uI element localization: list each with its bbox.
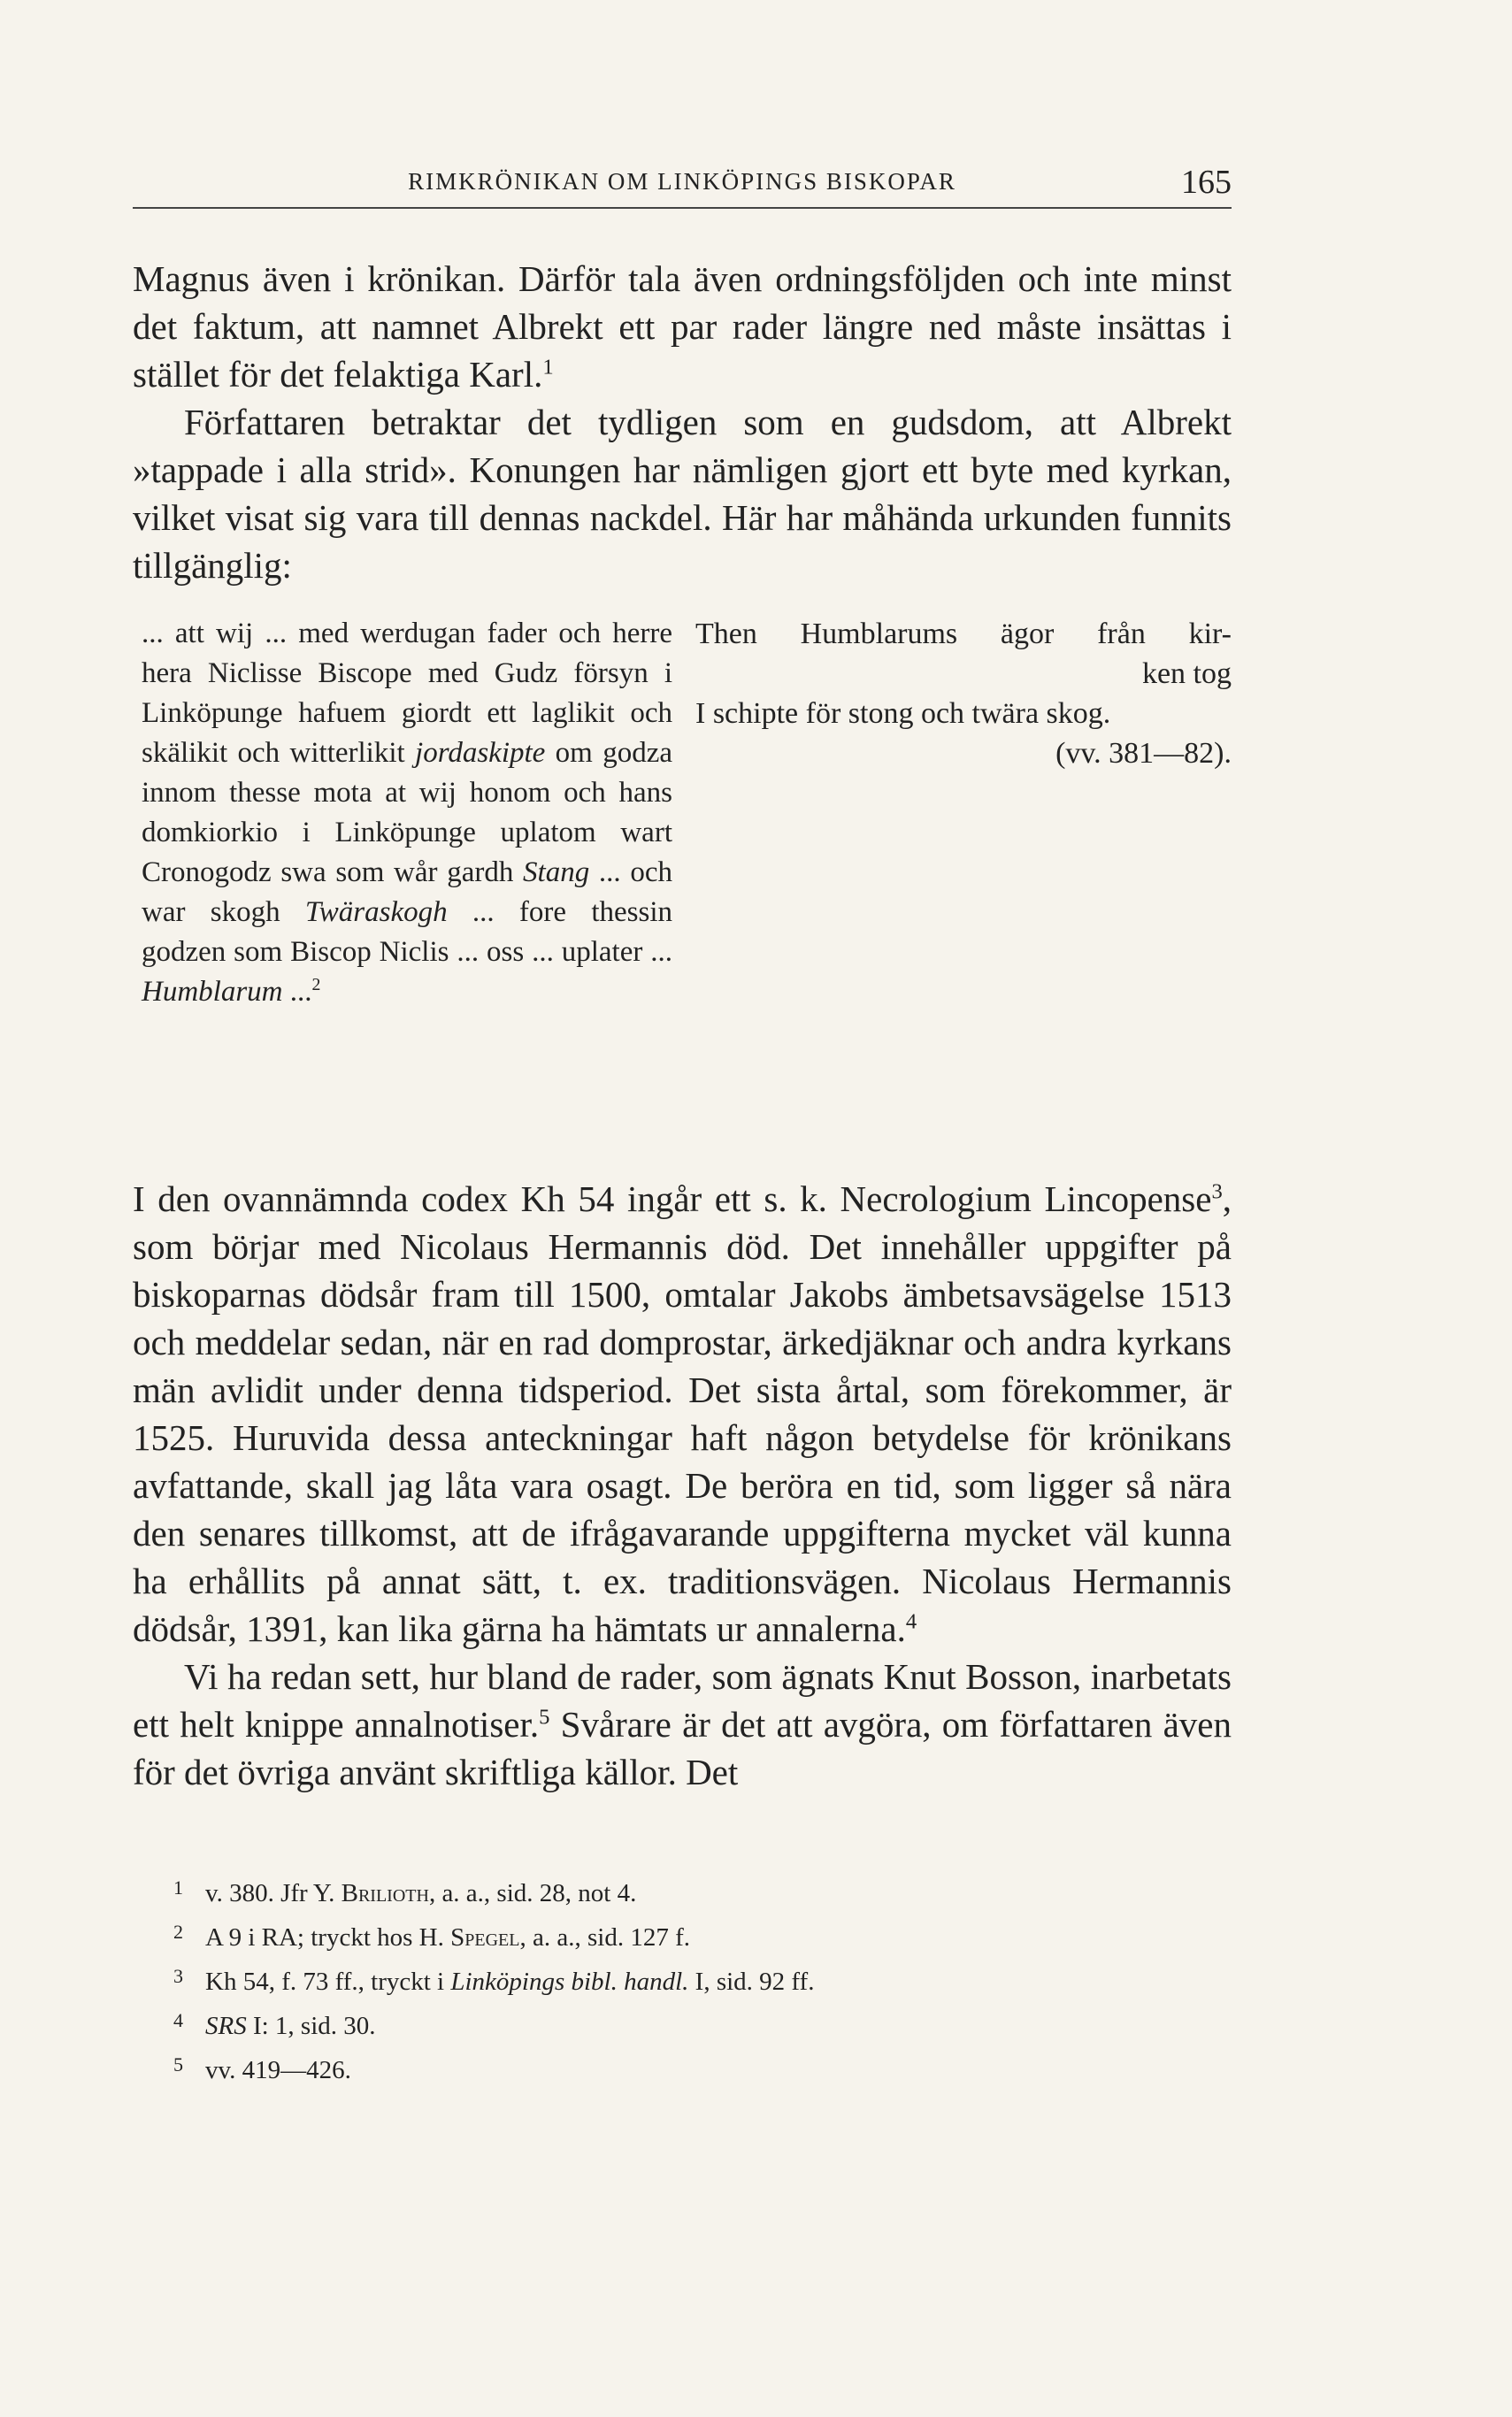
text-block-bottom xyxy=(133,1175,1232,1796)
verse-line: I schipte för stong och twära skog. xyxy=(695,697,1111,730)
paragraph-3: I den ovannämnda codex Kh 54 ingår ett s. k. Necrologium Lincopense$^3$, som börjar med Nicolaus Hermannis död. Det innehåller uppgifter på biskoparnas dödsår fram till 1500, omtalar Jakobs ämbetsavsägelse 1513 och meddelar sedan, när en rad domprostar, ärkedjäknar och andra kyrkans män avlidit under denna tidsperiod. Det sista årtal, som förekommer, är 1525. Huruvida dessa anteckningar haft någon betydelse för krönikans avfattande, skall jag låta vara osagt. De beröra en tid, som ligger så nära den senares tillkomst, att de ifrågavarande uppgifterna mycket väl kunna ha erhållits på annat sätt, t. ex. traditionsvägen. Nicolaus Hermannis dödsår, 1391, kan lika gärna ha hämtats ur annalerna.$^4$ xyxy=(133,1178,1232,1649)
quote-term: Stang xyxy=(523,856,590,888)
quotation-columns xyxy=(142,614,1232,1145)
footnote: 2 A 9 i RA; tryckt hos H. Spegel, a. a., sid. 127 f. xyxy=(173,1921,690,1952)
footnote: 3 Kh 54, f. 73 ff., tryckt i Linköpings bibl. handl. I, sid. 92 ff. xyxy=(173,1965,815,1996)
footnote-ref: 2 xyxy=(311,975,321,994)
chronicle-verse xyxy=(695,614,1232,773)
footnote-ref: 4 xyxy=(905,1609,917,1634)
paragraph-4: Vi ha redan sett, hur bland de rader, som ägnats Knut Bosson, inarbetats ett helt knippe annalnotiser.$^5$ Svårare är det att avgöra, om författaren även för det övriga använt skriftliga källor. Det xyxy=(133,1656,1232,1792)
charter-quote: ... att wij ... med werdugan fader och herre hera Niclisse Biscope med Gudz försyn i Linköpunge hafuem giordt ett laglikit och skälikit och witterlikit jordaskipte om godza innom thesse mota at wij honom och hans domkiorkio i Linköpunge uplatom wart Cronogodz swa som wår gardh Stang ... och war skogh Twäraskogh ... fore thessin godzen som Biscop Niclis ... oss ... uplater ... Humblarum ...$^2$ xyxy=(142,618,673,1008)
quote-term: Twäraskogh xyxy=(304,896,448,928)
verse-line: ken tog xyxy=(1141,657,1232,690)
text-block-top xyxy=(133,255,1232,589)
footnote: 5 vv. 419—426. xyxy=(173,2053,351,2084)
quote-term: Humblarum xyxy=(142,976,283,1008)
footnote: 1 v. 380. Jfr Y. Brilioth, a. a., sid. 28, not 4. xyxy=(173,1876,637,1907)
running-title: RIMKRÖNIKAN OM LINKÖPINGS BISKOPAR xyxy=(408,168,956,195)
footnote-ref: 3 xyxy=(1211,1179,1223,1204)
verse-reference: (vv. 381—82). xyxy=(1055,737,1232,770)
footnote-ref: 1 xyxy=(542,355,554,380)
footnote-ref: 5 xyxy=(539,1705,550,1730)
page-number: 165 xyxy=(1181,164,1232,201)
footnotes xyxy=(173,1868,1147,2090)
paragraph-1: Magnus även i krönikan. Därför tala även ordningsföljden och inte minst det faktum, att namnet Albrekt ett par rader längre ned måste insättas i stället för det felaktiga Karl.$^1$ xyxy=(133,258,1232,395)
footnote: 4 SRS I: 1, sid. 30. xyxy=(173,2009,376,2040)
quote-term: jordaskipte xyxy=(415,737,546,769)
paragraph-2: Författaren betraktar det tydligen som en gudsdom, att Albrekt »tappade i alla strid». Konungen har nämligen gjort ett byte med kyrkan, vilket visat sig vara till dennas nackdel. Här har måhända urkunden funnits tillgänglig: xyxy=(133,402,1232,586)
running-header xyxy=(133,165,1232,209)
verse-line: Then Humblarums ägor från kir- xyxy=(695,618,1232,650)
